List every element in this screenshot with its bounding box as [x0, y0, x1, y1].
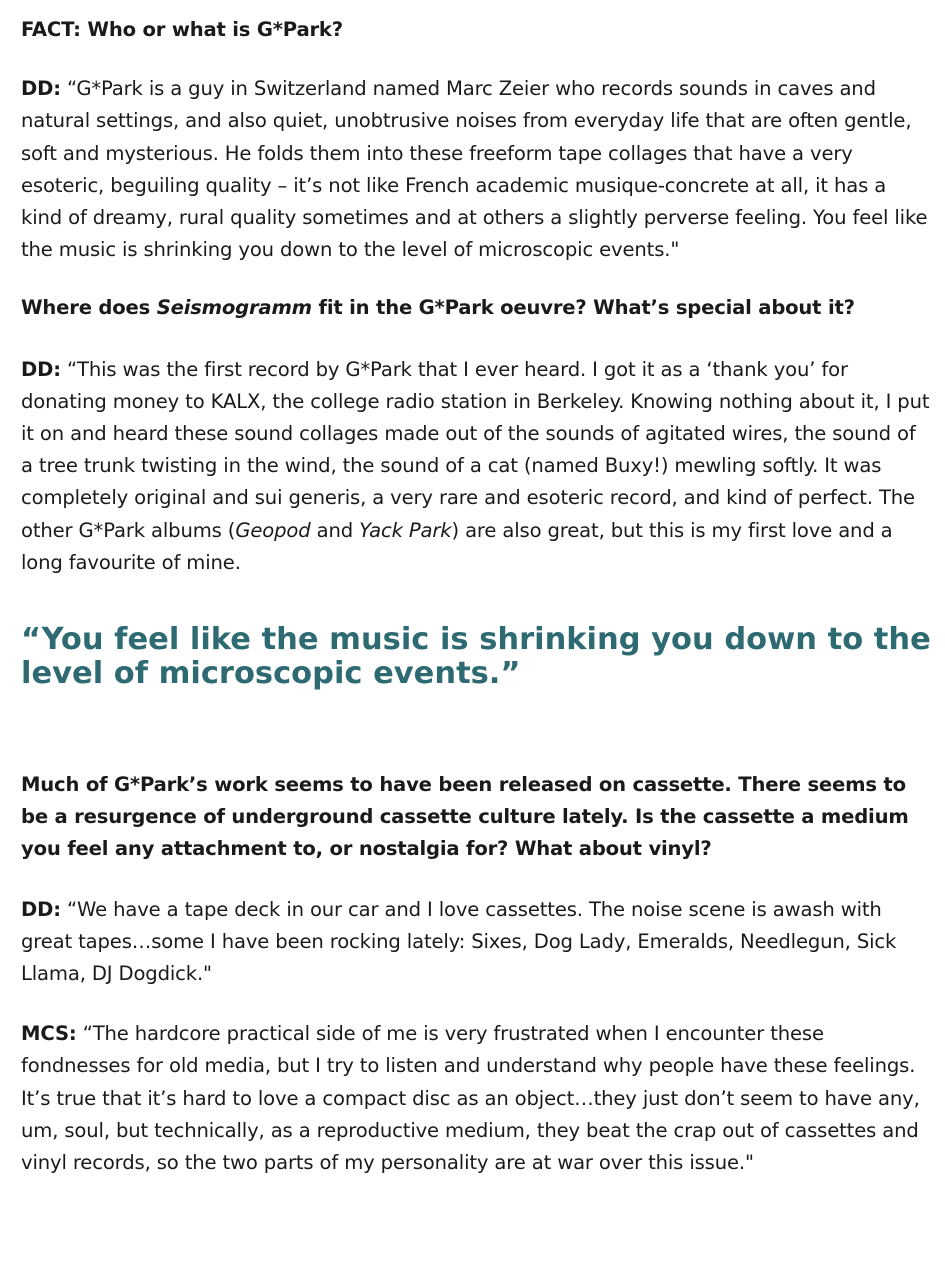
- answer-dd-seismogramm: [21, 354, 933, 579]
- question-text: Much of G*Park’s work seems to have been released on cassette. There seems to be a resurgence of underground cassette culture lately. Is the cassette a medium you feel any attachment to, or nostalgia for? What about vinyl?: [21, 773, 909, 861]
- answer-mcs-media: [21, 1018, 933, 1179]
- answer-dd-cassettes: [21, 894, 933, 991]
- pull-quote-text: “You feel like the music is shrinking you down to the level of microscopic events.”: [21, 622, 931, 692]
- album-title-seismogramm: Seismogramm: [156, 296, 312, 320]
- answer-text: “We have a tape deck in our car and I love cassettes. The noise scene is awash with great tapes…some I have been rocking lately: Sixes, Dog Lady, Emeralds, Needlegun, Sick Llama, DJ Dogdick.": [21, 897, 897, 986]
- article-body: [21, 14, 933, 1179]
- pull-quote: [21, 623, 933, 691]
- answer-text: “G*Park is a guy in Switzerland named Marc Zeier who records sounds in caves and natural settings, and also quiet, unobtrusive noises from everyday life that are often gentle, soft and mysterious. He folds them into these freeform tape collages that have a very esoteric, beguiling quality – it’s not like French academic musique-concrete at all, it has a kind of dreamy, rural quality sometimes and at others a slightly perverse feeling. You feel like the music is shrinking you down to the level of microscopic events.": [21, 77, 928, 262]
- question-fact: [21, 14, 933, 46]
- answer-dd-gpark: [21, 73, 933, 266]
- speaker-label: DD:: [21, 77, 61, 101]
- speaker-label: DD:: [21, 897, 61, 921]
- album-title-geopod: Geopod: [235, 518, 311, 542]
- question-text: FACT: Who or what is G*Park?: [21, 18, 343, 41]
- answer-text-part-1: “This was the first record by G*Park that I ever heard. I got it as a ‘thank you’ for donating money to KALX, the college radio station in Berkeley. Knowing nothing about it, I put it on and heard these sound collages made out of the sounds of agitated wires, the sound of a tree trunk twisting in the wind, the sound of a cat (named Buxy!) mewling softly. It was completely original and sui generis, a very rare and esoteric record, and kind of perfect. The other G*Park albums (: [21, 357, 930, 542]
- answer-text: “The hardcore practical side of me is very frustrated when I encounter these fondnesses for old media, but I try to listen and understand why people have these feelings. It’s true that it’s hard to love a compact disc as an object…they just don’t seem to have any, um, soul, but technically, as a reproductive medium, they beat the crap out of cassettes and vinyl records, so the two parts of my personality are at war over this issue.": [21, 1022, 920, 1175]
- question-text-end: fit in the G*Park oeuvre? What’s special about it?: [311, 296, 855, 320]
- speaker-label: DD:: [21, 357, 61, 381]
- speaker-label: MCS:: [21, 1022, 77, 1046]
- question-seismogramm: [21, 292, 933, 324]
- question-text-start: Where does: [21, 296, 157, 320]
- answer-text-part-2: and: [310, 518, 360, 542]
- album-title-yack-park: Yack Park: [359, 518, 452, 542]
- question-cassette: [21, 769, 933, 866]
- answer-text-part-3: ) are also great, but this is my first love and a long favourite of mine.: [21, 518, 893, 574]
